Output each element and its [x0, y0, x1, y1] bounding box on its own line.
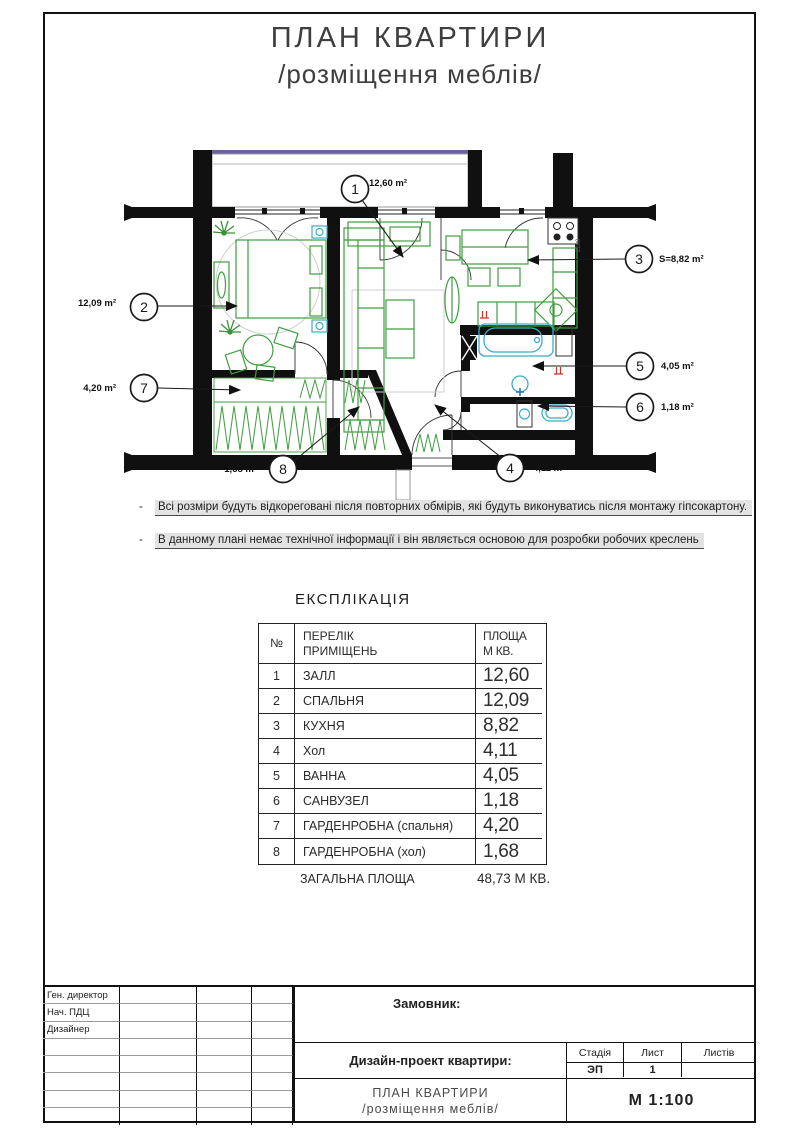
row-name: САНВУЗЕЛ: [295, 789, 476, 814]
note-1: [139, 501, 752, 513]
washer: [517, 401, 532, 427]
row-no: 4: [259, 739, 295, 764]
row-area: 8,82: [476, 714, 542, 739]
row-area: 1,68: [483, 840, 519, 862]
area-label-3: S=8,82 m²: [659, 254, 704, 265]
customer-box: [295, 987, 756, 1043]
row-name: СПАЛЬНЯ: [295, 689, 476, 714]
row-name: Хол: [295, 739, 476, 764]
room-badge-8: 8: [279, 461, 287, 477]
drawing-title-line2: /розміщення меблів/: [362, 1102, 499, 1116]
explication-table: [258, 623, 547, 865]
row-area: 12,60: [476, 664, 542, 689]
page-title-line2: /розміщення меблів/: [278, 59, 542, 89]
sheets-value: [682, 1063, 756, 1077]
row-name: КУХНЯ: [295, 714, 476, 739]
row-no: 1: [259, 664, 295, 689]
row-area: 4,20: [476, 814, 542, 839]
area-label-8: 1,68 m²: [224, 464, 257, 475]
area-label-4: 4,11 m²: [533, 463, 566, 474]
project-row: [295, 1043, 756, 1079]
row-name: ВАННА: [295, 764, 476, 789]
page-title: [160, 22, 660, 90]
room-badge-2: 2: [140, 299, 148, 315]
col-header-no: №: [259, 624, 295, 664]
row-no: 5: [259, 764, 295, 789]
note-2-text: В данному плані немає технічної інформації і він являється основою для розробки робочих креслень: [155, 533, 704, 549]
room-badge-5: 5: [636, 358, 644, 374]
room-badge-7: 7: [140, 380, 148, 396]
role-nach-pdc: Нач. ПДЦ: [43, 1004, 120, 1021]
row-area: 12,09: [476, 689, 542, 714]
row-no: 8: [259, 839, 295, 864]
drawing-title-line1: ПЛАН КВАРТИРИ: [372, 1085, 489, 1100]
drawing-title: [295, 1079, 567, 1123]
room-badge-1: 1: [351, 181, 359, 197]
row-name: ГАРДЕНРОБНА (хол): [295, 839, 476, 864]
row-no: 7: [259, 814, 295, 839]
area-label-6: 1,18 m²: [661, 402, 694, 413]
sheets-label: Листів: [682, 1043, 756, 1063]
row-no: 6: [259, 789, 295, 814]
col-header-area: ПЛОЩА М КВ.: [476, 624, 542, 664]
floor-plan: [0, 130, 800, 530]
sink: [512, 376, 528, 396]
area-label-7: 4,20 m²: [83, 383, 116, 394]
area-label-2: 12,09 m²: [77, 298, 116, 309]
note-1-text: Всі розміри будуть відкореговані після повторних обмірів, які будуть виконуватись після монтажу гіпсокартону.: [155, 500, 752, 516]
outlet-marks: [480, 311, 563, 374]
row-area: 1,18: [476, 789, 542, 814]
area-label-1: 12,60 m²: [369, 178, 408, 189]
signature-grid: [43, 987, 293, 1123]
area-label-5: 4,05 m²: [661, 361, 694, 372]
stove: [548, 218, 578, 244]
row-no: 3: [259, 714, 295, 739]
note-2-bullet: -: [139, 534, 143, 546]
title-block-right: [293, 987, 756, 1123]
role-designer: Дизайнер: [43, 1022, 120, 1039]
room-badge-3: 3: [635, 251, 643, 267]
row-name: ЗАЛЛ: [295, 664, 476, 689]
balcony: [212, 150, 468, 207]
row-area: 4,11: [476, 739, 542, 764]
vent-duct: [462, 336, 477, 360]
row-name: ГАРДЕНРОБНА (спальня): [295, 814, 476, 839]
sheet-value: 1: [624, 1063, 682, 1077]
stage-sheet-grid: [567, 1043, 756, 1078]
note-1-bullet: -: [139, 501, 143, 513]
stage-label: Стадія: [567, 1043, 624, 1063]
explication-heading: ЕКСПЛІКАЦІЯ: [295, 591, 411, 608]
customer-label: Замовник:: [393, 996, 461, 1011]
row-no: 2: [259, 689, 295, 714]
dim-label: 2200: [576, 238, 582, 252]
room-badge-6: 6: [636, 399, 644, 415]
drawing-title-row: [295, 1079, 756, 1123]
scale-value: М 1:100: [628, 1092, 695, 1109]
sheet-label: Лист: [624, 1043, 682, 1063]
bidet: [542, 405, 572, 421]
col-header-name: ПЕРЕЛІК ПРИМІЩЕНЬ: [295, 624, 476, 664]
room-badge-4: 4: [506, 460, 514, 476]
project-label: Дизайн-проект квартири:: [295, 1043, 567, 1078]
role-gen-director: Ген. директор: [43, 987, 120, 1004]
title-block: [43, 985, 756, 1123]
stage-value: ЭП: [567, 1063, 624, 1077]
row-area: 4,05: [476, 764, 542, 789]
page-title-line1: ПЛАН КВАРТИРИ: [270, 22, 550, 54]
plants: [213, 221, 241, 334]
note-2: [139, 534, 704, 546]
total-area-label: ЗАГАЛЬНА ПЛОЩА: [300, 872, 415, 886]
total-area-value: 48,73 М КВ.: [477, 871, 551, 886]
